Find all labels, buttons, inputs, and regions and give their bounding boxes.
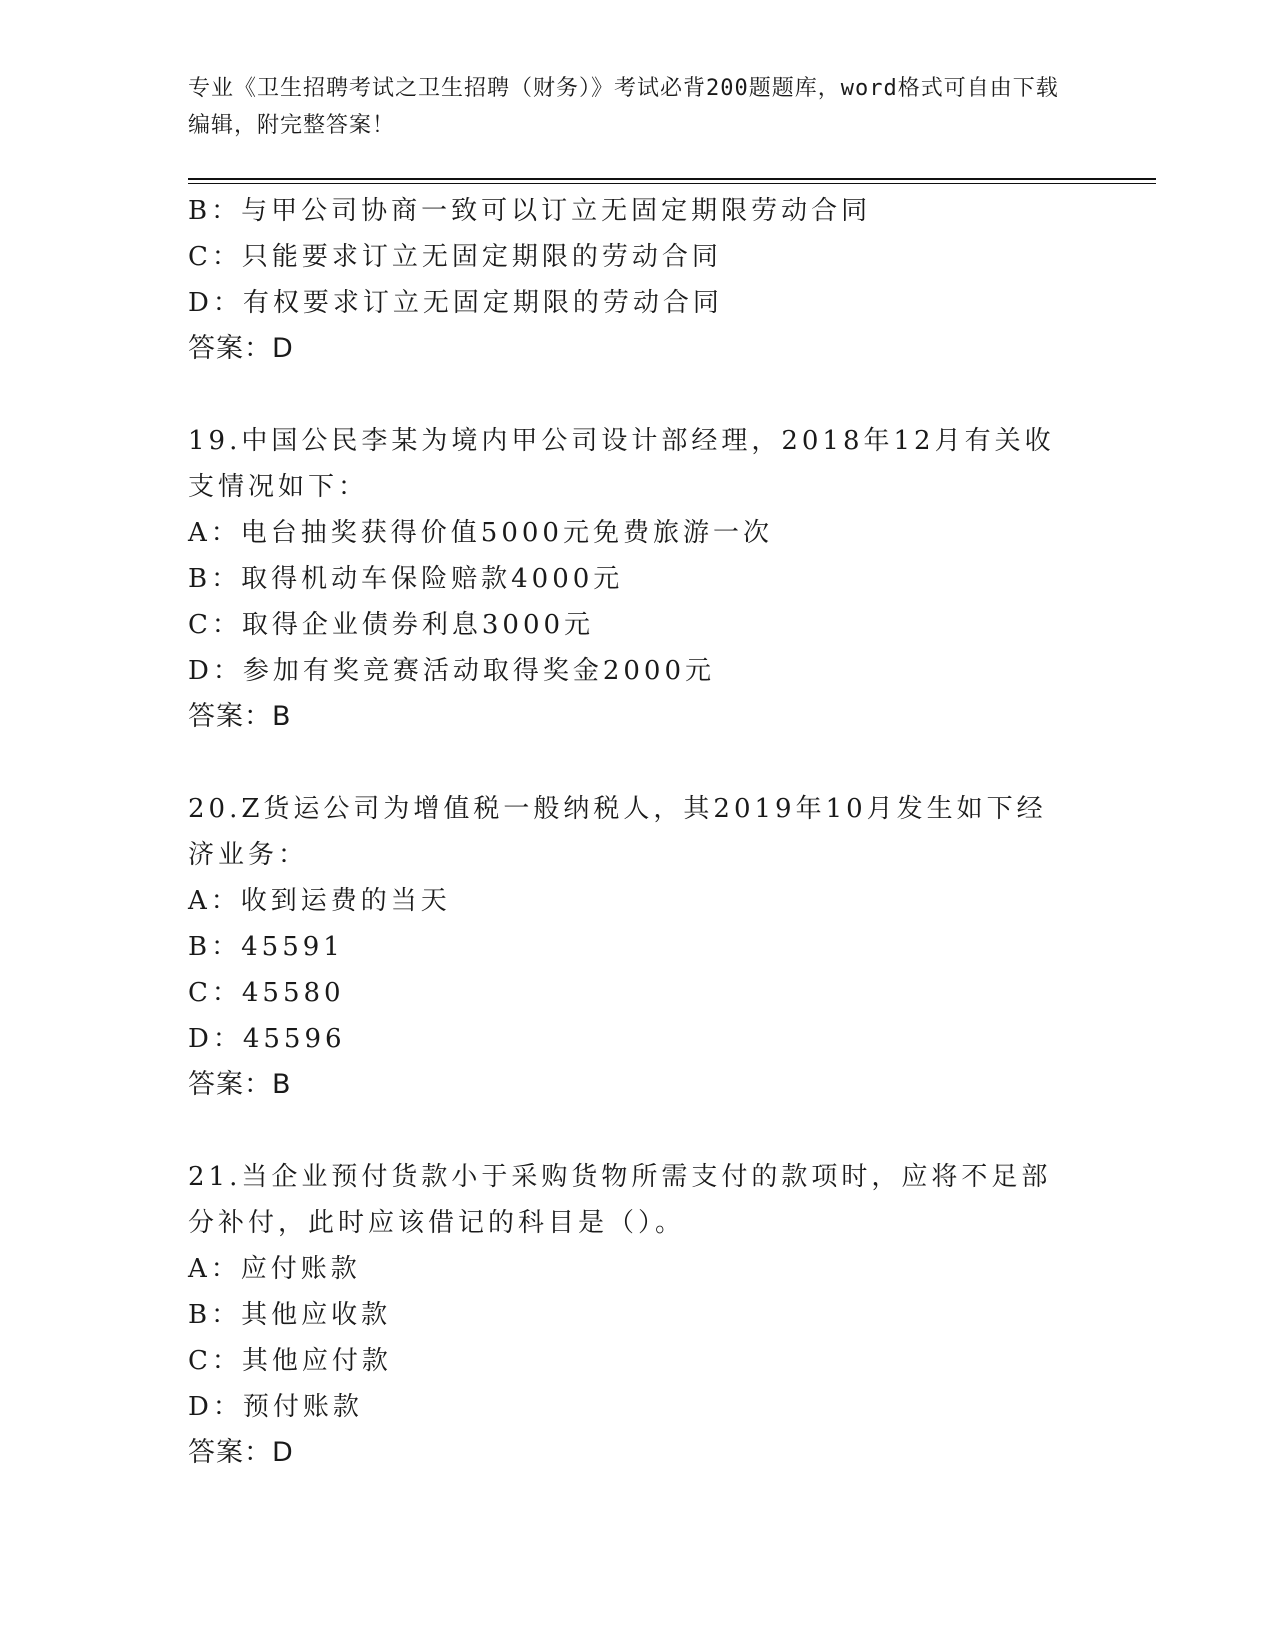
header-divider-thick xyxy=(188,178,1156,180)
option-a: A：应付账款 xyxy=(188,1254,361,1284)
spacer xyxy=(188,740,1068,786)
question-20 xyxy=(188,786,1068,1108)
option-c: C：45580 xyxy=(188,978,345,1008)
option-c: C：其他应付款 xyxy=(188,1346,392,1376)
option-b: B：其他应收款 xyxy=(188,1300,392,1330)
answer: 答案：D xyxy=(188,333,294,364)
continued-question xyxy=(188,188,1068,372)
spacer xyxy=(188,1108,1068,1154)
spacer xyxy=(188,372,1068,418)
answer: 答案：D xyxy=(188,1437,294,1468)
option-b: B：45591 xyxy=(188,932,344,962)
question-text: 19.中国公民李某为境内甲公司设计部经理，2018年12月有关收支情况如下： xyxy=(188,426,1055,502)
option-d: D：预付账款 xyxy=(188,1392,363,1422)
question-19 xyxy=(188,418,1068,740)
option-d: D：45596 xyxy=(188,1024,346,1054)
question-21 xyxy=(188,1154,1068,1476)
option-a: A：收到运费的当天 xyxy=(188,886,451,916)
document-header: 专业《卫生招聘考试之卫生招聘（财务）》考试必背200题题库，word格式可自由下载编辑，附完整答案！ xyxy=(188,76,1059,138)
question-text: 21.当企业预付货款小于采购货物所需支付的款项时，应将不足部分补付，此时应该借记的科目是（）。 xyxy=(188,1162,1052,1238)
option-c: C：取得企业债券利息3000元 xyxy=(188,610,595,640)
answer: 答案：B xyxy=(188,1069,292,1100)
option-d: D：有权要求订立无固定期限的劳动合同 xyxy=(188,288,723,318)
header-divider-thin xyxy=(188,183,1156,184)
option-d: D：参加有奖竞赛活动取得奖金2000元 xyxy=(188,656,716,686)
question-text: 20.Z货运公司为增值税一般纳税人，其2019年10月发生如下经济业务： xyxy=(188,794,1047,870)
option-b: B：与甲公司协商一致可以订立无固定期限劳动合同 xyxy=(188,196,872,226)
question-list xyxy=(188,188,1068,1476)
option-a: A：电台抽奖获得价值5000元免费旅游一次 xyxy=(188,518,773,548)
answer: 答案：B xyxy=(188,701,292,732)
option-b: B：取得机动车保险赔款4000元 xyxy=(188,564,624,594)
option-c: C：只能要求订立无固定期限的劳动合同 xyxy=(188,242,722,272)
